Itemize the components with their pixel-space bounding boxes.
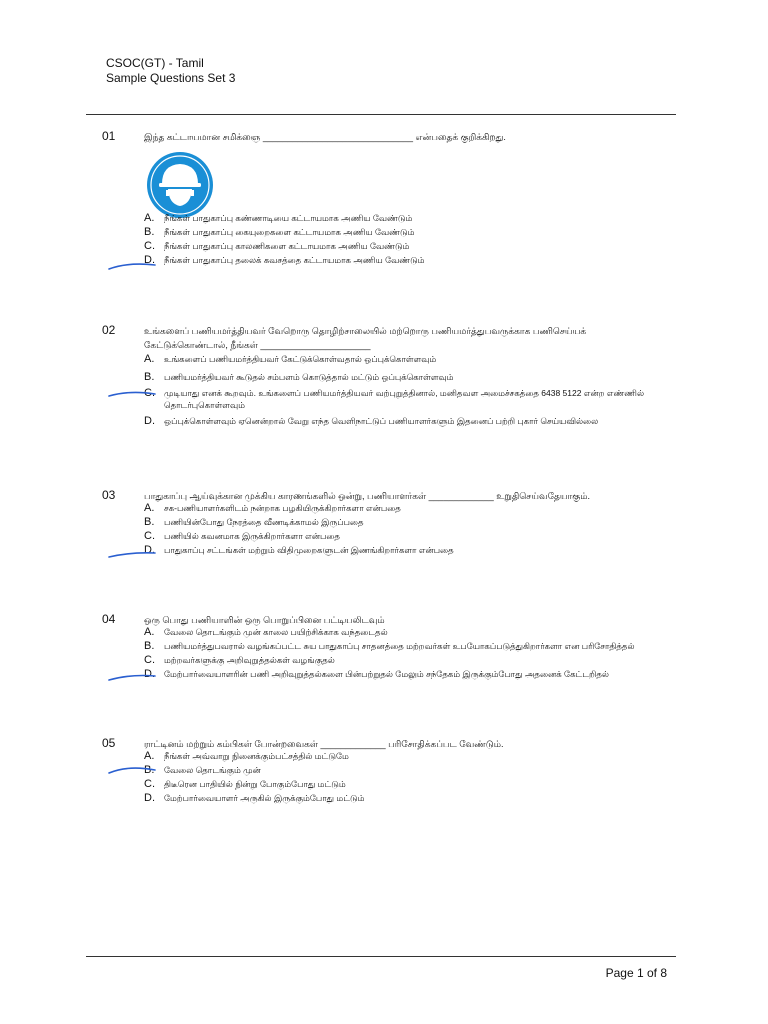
- footer-divider: [86, 956, 676, 957]
- option-letter: C.: [144, 778, 155, 790]
- question-number: 04: [102, 612, 116, 626]
- question-stem: உங்களைப் பணியமர்த்தியவர் வேறொரு தொழிற்சாலையில் மற்றொரு பணியமர்த்துபவருக்காக பணிசெய்யக் கேட்டுக்கொண்டால், நீங்கள் ______________________: [144, 326, 587, 350]
- option-letter: A.: [144, 502, 155, 514]
- option-letter: C.: [144, 387, 155, 399]
- hard-hat-mandatory-sign-icon: [146, 151, 214, 219]
- option-letter: B.: [144, 226, 155, 238]
- question-number: 02: [102, 323, 116, 337]
- option-text: பணியின்போது நேரத்தை வீணடிக்காமல் இருப்பதை: [164, 517, 364, 527]
- option-text: மேற்பார்வையாளரின் பணி அறிவுறுத்தல்களை பின்பற்றுதல் மேலும் சந்தேகம் இருக்கும்போது அதனைக் கேட்டறிதல்: [164, 669, 609, 679]
- option-letter: D.: [144, 668, 155, 680]
- option-text: நீங்கள் அவ்வாறு நினைக்கும்பட்சத்தில் மட்டுமே: [164, 751, 349, 761]
- option-letter: B.: [144, 640, 155, 652]
- header-divider: [86, 114, 676, 115]
- question-stem: பாதுகாப்பு ஆய்வுக்கான முக்கிய காரணங்களில் ஒன்று, பணியாளர்கள் _____________ உறுதிசெய்வதேயாகும்.: [144, 491, 590, 501]
- option-letter: D.: [144, 415, 155, 427]
- answer-mark-icon: [108, 548, 156, 562]
- option-text: நீங்கள் பாதுகாப்பு காலணிகளை கட்டாயமாக அணிய வேண்டும்: [164, 241, 410, 251]
- option-text: ஒப்புக்கொள்ளவும் ஏனென்றால் வேறு எந்த வெளிநாட்டுப் பணியாளர்களும் இதனைப் பற்றி புகார் செய்யவில்லை: [164, 416, 599, 426]
- option-letter: B.: [144, 516, 155, 528]
- option-text: பணியில் கவனமாக இருக்கிறார்களா என்பதை: [164, 531, 340, 541]
- option-letter: D.: [144, 544, 155, 556]
- option-text: மற்றவர்களுக்கு அறிவுறுத்தல்கள் வழங்குதல்: [164, 655, 335, 665]
- answer-mark-icon: [108, 670, 156, 684]
- option-letter: B.: [144, 371, 155, 383]
- question-number: 03: [102, 488, 116, 502]
- answer-mark-icon: [108, 762, 156, 776]
- option-letter: D.: [144, 254, 155, 266]
- option-text: வேலை தொடங்கும் முன் காலை பயிற்சிக்காக வந்தடைதல்: [164, 627, 388, 637]
- option-text: உங்களைப் பணியமர்த்தியவர் கேட்டுக்கொள்வதால் ஒப்புக்கொள்ளவும்: [164, 354, 437, 364]
- option-text: பாதுகாப்பு சட்டங்கள் மற்றும் விதிமுறைகளுடன் இணங்கிறார்களா என்பதை: [164, 545, 454, 555]
- option-letter: A.: [144, 626, 155, 638]
- question-stem: இந்த கட்டாயமான சமிக்ஞை ______________________________ என்பதைக் குறிக்கிறது.: [144, 132, 506, 142]
- course-title: CSOC(GT) - Tamil: [106, 56, 204, 70]
- option-text: திடீரென பாதியில் நின்று போகும்போது மட்டும்: [164, 779, 346, 789]
- option-text: மேற்பார்வையாளர் அருகில் இருக்கும்போது மட்டும்: [164, 793, 365, 803]
- option-text: பணியமர்த்தியவர் கூடுதல் சம்பளம் கொடுத்தால் மட்டும் ஒப்புக்கொள்ளவும்: [164, 372, 454, 382]
- option-letter: A.: [144, 212, 155, 224]
- answer-mark-icon: [108, 259, 156, 273]
- document-header: [106, 56, 235, 86]
- set-title: Sample Questions Set 3: [106, 71, 236, 85]
- option-text: நீங்கள் பாதுகாப்பு கையுறைகளை கட்டாயமாக அணிய வேண்டும்: [164, 227, 415, 237]
- option-text: வேலை தொடங்கும் முன்: [164, 765, 261, 775]
- question-number: 01: [102, 129, 116, 143]
- answer-mark-icon: [108, 387, 156, 401]
- option-letter: C.: [144, 654, 155, 666]
- option-text: முடியாது எனக் கூறவும். உங்களைப் பணியமர்த்தியவர் வற்புறுத்தினால், மனிதவள அமைச்சகத்தை 6438 5122 என்ற எண்ணில் தொடர்புகொள்ளவும்: [164, 388, 644, 410]
- option-letter: D.: [144, 792, 155, 804]
- question-number: 05: [102, 736, 116, 750]
- option-text: நீங்கள் பாதுகாப்பு தலைக் கவசத்தை கட்டாயமாக அணிய வேண்டும்: [164, 255, 425, 265]
- option-text: சக-பணியாளர்களிடம் நன்றாக பழகியிருக்கிறார்களா என்பதை: [164, 503, 401, 513]
- option-letter: B.: [144, 764, 155, 776]
- page-number: Page 1 of 8: [605, 966, 667, 980]
- option-letter: A.: [144, 353, 155, 365]
- option-text: நீங்கள் பாதுகாப்பு கண்ணாடியை கட்டாயமாக அணிய வேண்டும்: [164, 213, 413, 223]
- question-stem: ஒரு பொது பணியாளின் ஒரு பொறுப்பினை பட்டியலிடவும்: [144, 615, 385, 625]
- option-letter: C.: [144, 530, 155, 542]
- option-letter: A.: [144, 750, 155, 762]
- option-text: பணியமர்த்துபவரால் வழங்கப்பட்ட சுய பாதுகாப்பு சாதனத்தை மற்றவர்கள் உபயோகப்படுத்துகிறார்களா என பரிசோதித்தல்: [164, 641, 635, 651]
- question-stem: ராட்டினம் மற்றும் கம்பிகள் போன்றவைகள் _____________ பரிசோதிக்கப்பட வேண்டும்.: [144, 739, 504, 749]
- option-letter: C.: [144, 240, 155, 252]
